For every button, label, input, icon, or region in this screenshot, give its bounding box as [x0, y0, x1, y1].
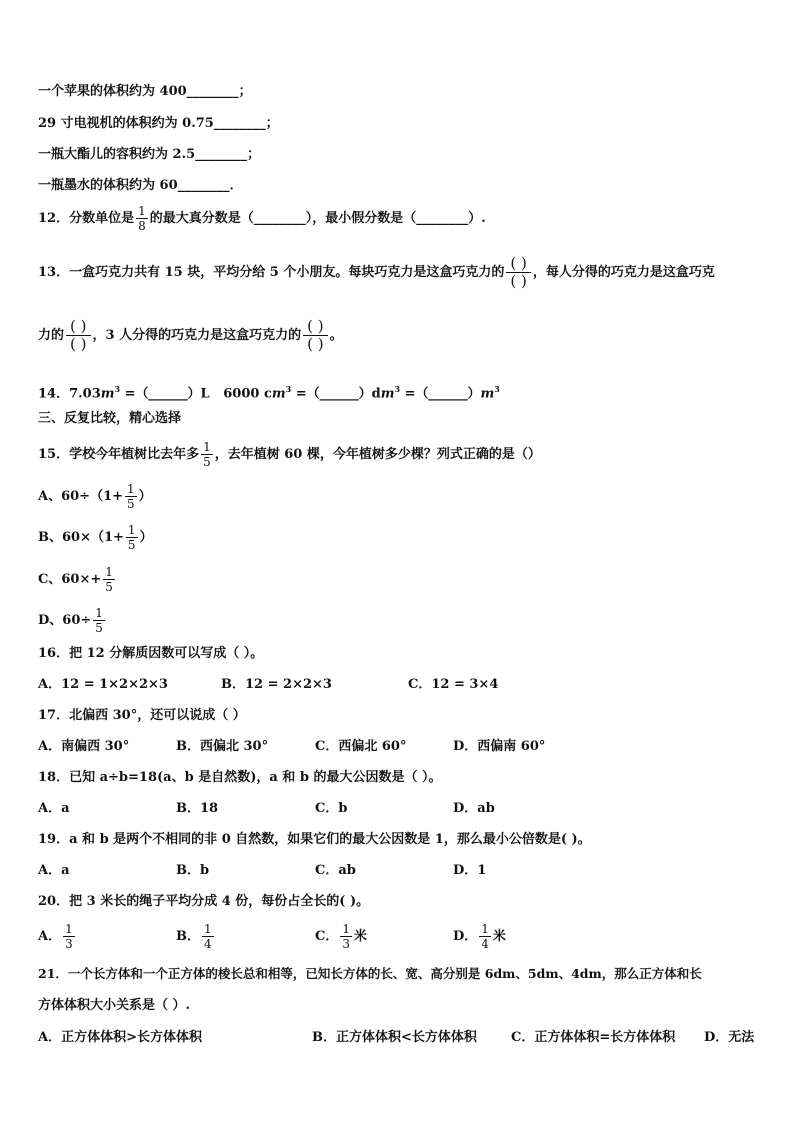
q18-option-c: C．b [315, 801, 348, 816]
q18-option-a: A．a [38, 801, 70, 816]
q13-fraction-2: $\frac{( )}{( )}$ [66, 318, 90, 353]
q12-post: 的最大真分数是（________），最小假分数是（________）. [149, 211, 486, 226]
question-15: 15．学校今年植树比去年多 $\frac{1}{5}$ ，去年植树 60 棵，今年植树多少棵？列式正确的是（） [38, 440, 541, 469]
question-16: 16．把 12 分解质因数可以写成（ ）。 [38, 646, 264, 661]
q16-option-c: C．12 = 3×4 [408, 677, 499, 692]
q13-fraction-3: $\frac{( )}{( )}$ [303, 318, 327, 353]
q15-option-a: A、60÷（1+ $\frac{1}{5}$ ） [38, 482, 152, 511]
q12-pre: 12．分数单位是 [38, 211, 135, 226]
q15-option-c: C、60×+ $\frac{1}{5}$ [38, 565, 113, 594]
q19-option-d: D．1 [453, 863, 487, 878]
q15-option-d: D、60÷ $\frac{1}{5}$ [38, 606, 103, 635]
q16-option-b: B．12 = 2×2×3 [221, 677, 332, 692]
q20-option-d: D． $\frac{1}{4}$ 米 [453, 922, 506, 951]
fill-line-tv: 29 寸电视机的体积约为 0.75________； [38, 116, 279, 131]
fill-line-ink: 一瓶墨水的体积约为 60________． [38, 178, 243, 193]
question-14: 14．$7.03m^3$ =（______）L 6000 $cm^3$ $=(\_\_\_\_\_\_)dm^3$ $=(\_\_\_\_\_\_)m^3$ [38, 384, 500, 402]
q20-option-a: A． $\frac{1}{3}$ [38, 922, 73, 951]
q20-option-c: C． $\frac{1}{3}$ 米 [315, 922, 368, 951]
question-13-line-2 [38, 318, 343, 353]
q17-option-a: A．南偏西 30° [38, 739, 130, 754]
q19-option-c: C．ab [315, 863, 356, 878]
q12-num: 1 [138, 204, 146, 218]
q17-option-b: B．西偏北 30° [176, 739, 269, 754]
fill-line-apple: 一个苹果的体积约为 400________； [38, 84, 252, 99]
q19-option-b: B．b [176, 863, 210, 878]
q15-option-b: B、60×（1+ $\frac{1}{5}$ ） [38, 523, 153, 552]
q16-option-a: A．12 = 1×2×2×3 [38, 677, 168, 692]
q12-den: 8 [138, 219, 146, 233]
question-13-line-1 [38, 255, 758, 290]
q21-option-d: D．无法 [704, 1030, 755, 1045]
q13-fraction-1: $\frac{( )}{( )}$ [506, 255, 530, 290]
q21-option-b: B．正方体体积<长方体体积 [312, 1030, 477, 1045]
q13-text2: ，每人分得的巧克力是这盒巧克 [532, 265, 715, 280]
q13-text1: 13．一盒巧克力共有 15 块，平均分给 5 个小朋友。每块巧克力是这盒巧克力的 [38, 265, 505, 280]
q13-text3: 力的 [38, 328, 65, 343]
question-12 [38, 204, 486, 233]
q17-option-c: C．西偏北 60° [315, 739, 407, 754]
question-17: 17．北偏西 30°，还可以说成（ ） [38, 708, 246, 723]
section-heading-3: 三、反复比较，精心选择 [38, 411, 182, 426]
q15-fraction: $\frac{1}{5}$ [203, 440, 211, 469]
q17-option-d: D．西偏南 60° [453, 739, 546, 754]
q18-option-b: B．18 [176, 801, 219, 816]
question-21-line-2: 方体体积大小关系是（ ）. [38, 998, 191, 1013]
q21-option-a: A．正方体体积>长方体体积 [38, 1030, 202, 1045]
question-20: 20．把 3 米长的绳子平均分成 4 份，每份占全长的( )。 [38, 894, 370, 909]
q13-text5: 。 [329, 328, 343, 343]
q19-option-a: A．a [38, 863, 70, 878]
q21-option-c: C．正方体体积=长方体体积 [511, 1030, 676, 1045]
q20-option-b: B． $\frac{1}{4}$ [176, 922, 212, 951]
q13-text4: ，3 人分得的巧克力是这盒巧克力的 [92, 328, 302, 343]
q18-option-d: D．ab [453, 801, 495, 816]
fill-line-bottle: 一瓶大酯儿的容积约为 2.5________； [38, 147, 261, 162]
question-21-line-1: 21．一个长方体和一个正方体的棱长总和相等，已知长方体的长、宽、高分别是 6dm、5dm、4dm，那么正方体和长 [38, 966, 702, 981]
q12-fraction [136, 204, 148, 233]
question-18: 18．已知 a÷b=18(a、b 是自然数)，a 和 b 的最大公因数是（ ）。 [38, 770, 442, 785]
question-19: 19．a 和 b 是两个不相同的非 0 自然数，如果它们的最大公因数是 1，那么最小公倍数是( )。 [38, 832, 591, 847]
